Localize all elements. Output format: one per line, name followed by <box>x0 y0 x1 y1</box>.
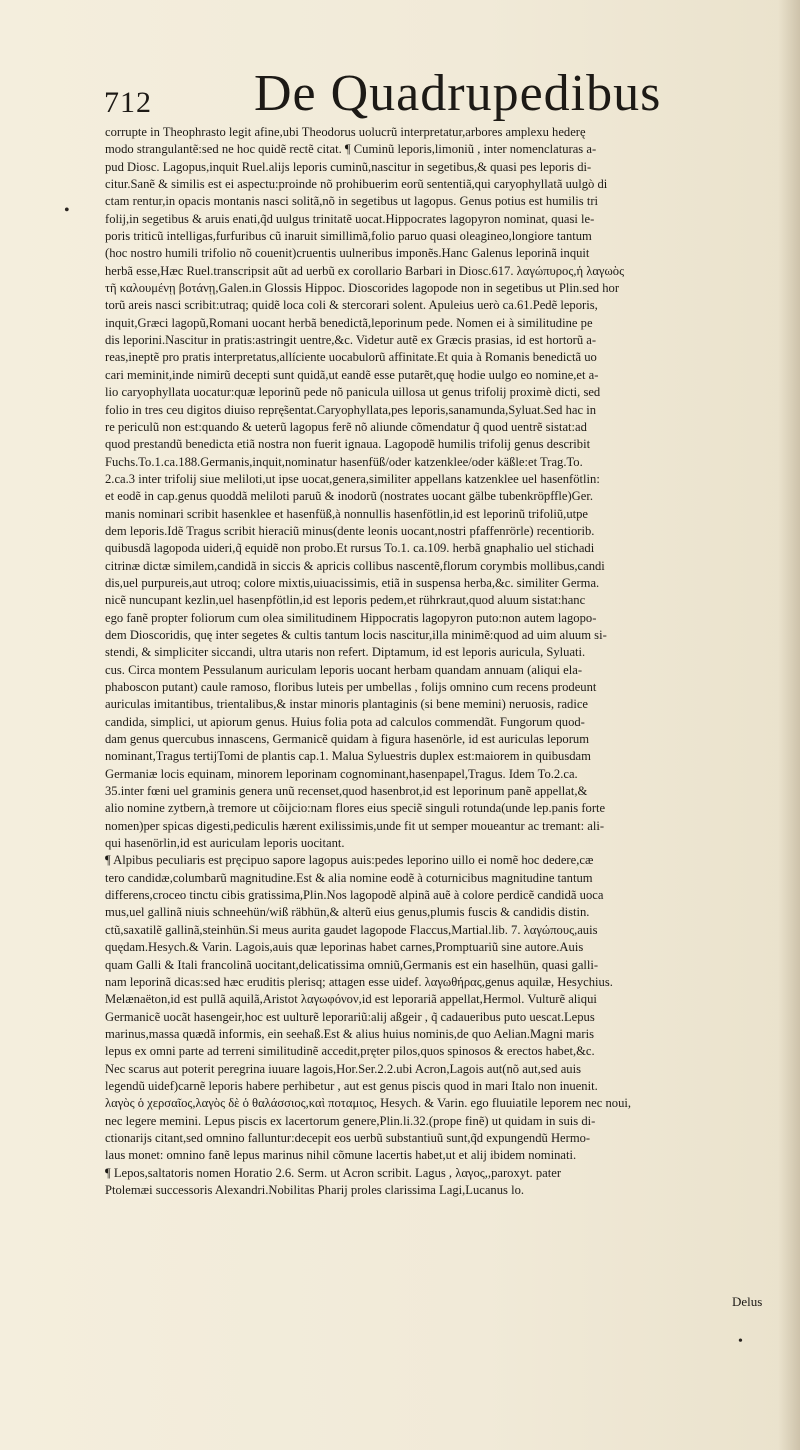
text-line: stendi, & simpliciter siccandi, ultra utaris non refert. Diptamum, id est leporis auricula, Syluati. <box>105 645 586 660</box>
text-line: tero candidæ,columbarũ magnitudine.Est & alia nomine eodẽ à coturnicibus magnitudine tantum <box>105 870 593 885</box>
text-line: quibusdã lagopoda uideri,q̃ equidẽ non probo.Et rursus To.1. ca.109. herbã gnaphalio uel stichadi <box>105 541 595 556</box>
running-head: De Quadrupedibus <box>254 65 662 122</box>
text-line: τῆ καλουμένῃ βοτάνῃ,Galen.in Glossis Hippoc. Dioscorides lagopode non in segetibus ut Plin.sed hor <box>105 281 620 296</box>
text-line: ctũ,saxatilẽ gallinã,steinhün.Si meus aurita gaudet lagopode Flaccus,Martial.lib. 7. λαγώπους,auis <box>105 922 598 937</box>
page-number: 712 <box>104 86 152 119</box>
text-line: nomen)per spicas digesti,pediculis hærent exilissimis,unde fit ut semper moueantur ac tremant: ali- <box>105 818 605 833</box>
text-line: Germaniæ locis equinam, minorem leporinam cognominant,hasenpapel,Tragus. Idem To.2.ca. <box>105 766 578 781</box>
text-line: manis nominari scribit hasenklee et hasenfüß,à nonnullis hasenfötlin,id est leporinũ trifoliũ,utpe <box>105 506 589 521</box>
text-line: alio nomine zytbern,à tremore ut cõijcio:nam flores eius speciẽ singuli rotunda(unde lep.panis forte <box>105 801 606 816</box>
margin-dot-mark: • <box>64 202 70 219</box>
text-line: folij,in segetibus & aruis enati,q̃d uulgus trinitatẽ uocat.Hippocrates lagopyron nominat, quasi le- <box>105 211 595 226</box>
text-line: herbã esse,Hæc Ruel.transcripsit aũt ad uerbũ ex corollario Barbari in Diosc.617. λαγώπυρος,ἡ λαγωὸς <box>105 263 625 278</box>
text-line: ¶ Lepos,saltatoris nomen Horatio 2.6. Serm. ut Acron scribit. Lagus , λαγος,,paroxyt. pater <box>105 1165 562 1180</box>
text-line: Nec scarus aut poterit peregrina iuuare lagois,Hor.Ser.2.2.ubi Acron,Lagois aut(nõ aut,sed auis <box>105 1061 581 1076</box>
text-line: nicẽ nuncupant kezlin,uel hasenpfötlin,id est leporis pedem,et rührkraut,quod aluum sistat:hanc <box>105 593 586 608</box>
text-line: et eodẽ in cap.genus quoddã meliloti paruũ & inodorũ (nostrates uocant gälbe tubenkröpffle)Ger. <box>105 489 593 504</box>
body-text <box>105 124 765 1199</box>
text-line: differens,croceo tinctu cibis gratissima,Plin.Nos lagopodẽ alpinã auẽ à colore perdicẽ candidã uoca <box>105 888 604 903</box>
text-line: lio caryophyllata uocatur:quæ leporinũ pede nõ panicula uillosa ut genus trifolij proximè dicti, sed <box>105 385 601 400</box>
text-line: Ptolemæi successoris Alexandri.Nobilitas Pharij proles clarissima Lagi,Lucanus lo. <box>105 1182 525 1197</box>
text-line: citrinæ dictæ similem,candidã in siccis & apricis collibus nascentẽ,florum corymbis mollibus,candi <box>105 558 605 573</box>
text-line: phaboscon putant) caule ramoso, floribus luteis per umbellas , folijs omnino cum recens prodeunt <box>105 680 597 694</box>
text-line: ego fanẽ propter foliorum cum olea similitudinem Hippocratis lagopyron puto:non autem lagopo- <box>105 610 597 625</box>
text-line: λαγὸς ὁ χερσαῖος,λαγὸς δὲ ὁ θαλάσσιος,καὶ ποταμιος, Hesych. & Varin. ego fluuiatile leporem nec noui, <box>105 1096 632 1111</box>
text-line: poris triticũ intelligas,furfuribus cũ inaruit simillimã,folio paruo quasi oleagineo,longiore tantum <box>105 229 592 244</box>
text-line: quod prestandũ benedicta etiã nostra non fuerit ignaua. Lagopodẽ humilis trifolij genus describit <box>105 437 591 452</box>
text-line: candida, simplici, ut apiorum genus. Huius folia pota ad calculos commendãt. Fungorum quod- <box>105 714 585 729</box>
text-line: citur.Sanẽ & similis est ei aspectu:proinde nõ prohibuerim eorũ sententiã,qui caryophyllatã uulgò di <box>105 177 608 192</box>
text-line: nam leporinã dicas:sed hæc eruditis plerisq; attagen esse uidef. λαγωθήρας,genus aquilæ, Hesychius. <box>105 974 613 989</box>
text-line: laus monet: omnino fanẽ lepus marinus nihil cõmune lacertis habet,ut et alij ibidem nominati. <box>105 1148 577 1163</box>
text-line: Melænaëton,id est pullã aquilã,Aristot λαγωφόνον,id est leporariã appellat,Hermol. Vulturẽ aliqui <box>105 992 597 1007</box>
text-line: dam genus quercubus innascens, Germanicẽ quidam à figura hasenörle, id est auriculas leporum <box>105 732 589 747</box>
text-line: auriculas imitantibus, trientalibus,& instar minoris plantaginis (si bene memini) neruosis, radice <box>105 697 589 712</box>
text-line: corrupte in Theophrasto legit afine,ubi Theodorus uolucrũ interpretatur,arbores amplexu hederę <box>105 125 586 139</box>
text-line: (hoc nostro humili trifolio nõ couenit)cruentis uulneribus imponẽs.Hanc Galenus leporinã inquit <box>105 246 590 261</box>
text-line: ¶ Alpibus peculiaris est pręcipuo sapore lagopus auis:pedes leporino uillo ei nomẽ hoc dedere,cæ <box>105 853 594 868</box>
text-line: inquit,Græci lagopũ,Romani uocant herbã benedictã,leporinum pede. Nomen ei à similitudine pe <box>105 315 593 330</box>
text-line: dis,uel purpureis,aut utroq; colore mixtis,uiuacissimis, etiã in suspensa herba,&c. similiter Germa. <box>105 575 600 590</box>
text-line: ctionarijs citant,sed omnino falluntur:decepit eos uerbũ substantiuũ sunt,q̃d expungendũ Hermo- <box>105 1130 591 1145</box>
text-line: ctam rentur,in opacis montanis nasci solitã,nõ in segetibus ut lagopus. Genus potius est humilis tri <box>105 194 599 209</box>
text-line: mus,uel gallinã niuis schneehün/wiß räbhün,& alterũ eius genus,plumis fuscis & candidis distin. <box>105 905 590 920</box>
text-line: qui hasenörlin,id est auriculam leporis uocitant. <box>105 836 345 851</box>
text-line: folio in tres ceu digitos diuiso reprę̃sentat.Caryophyllata,pes leporis,sanamunda,Syluat.Sed hac in <box>105 402 597 417</box>
text-line: dis leporini.Nascitur in pratis:astringit uentre,&c. Videtur autẽ ex Græcis prasias, id est hortorũ a- <box>105 333 597 348</box>
text-line: Germanicẽ uocãt hasengeir,hoc est uulturẽ leporariũ:alij aßgeir , q̃ cadaueribus puto uescat.Lepus <box>105 1009 595 1024</box>
text-line: reas,ineptẽ pro pratis interpretatus,allíciente uocabulorũ affinitate.Et quia à Romanis benedictã uo <box>105 350 597 365</box>
text-line: cus. Circa montem Pessulanum auriculam leporis uocant herbam quandam annuam (aliqui ela- <box>105 662 583 677</box>
text-line: quam Galli & Itali francolinã uocitant,delicatissima omniũ,Germanis est ein haselhün, quasi galli- <box>105 957 599 972</box>
text-line: nominant,Tragus tertijTomi de plantis cap.1. Malua Syluestris duplex est:maiorem in quibusdam <box>105 749 591 764</box>
text-line: modo strangulantẽ:sed ne hoc quidẽ rectẽ citat. ¶ Cuminũ leporis,limoniũ , inter nomenclaturas a- <box>105 142 597 157</box>
text-line: dem Dioscoridis, quę inter segetes & cultis tantum locis nascitur,illa minimẽ:quod ad uim aluum si- <box>105 627 607 642</box>
text-line: 35.inter fœni uel graminis genera unũ recenset,quod hasenbrot,id est leporinum panẽ appellat,& <box>105 784 588 799</box>
text-line: pud Diosc. Lagopus,inquit Ruel.alijs leporis cuminũ,nascitur in segetibus,& quasi pes leporis di- <box>105 159 592 174</box>
text-line: Fuchs.To.1.ca.188.Germanis,inquit,nominatur hasenfüß/oder katzenklee/oder käßle:et Trag.To. <box>105 454 583 469</box>
text-line: marinus,massa quædã informis, ein seehaß.Est & alius huius nominis,de quo Aelian.Magni maris <box>105 1026 594 1041</box>
text-line: nec legere memini. Lepus piscis ex lacertorum genere,Plin.li.32.(prope finẽ) ut quidam in suis di- <box>105 1113 596 1128</box>
text-line: re periculũ non est:quando & ueterũ lagopus ferẽ nõ aliunde cõmendatur q̃ quod uentrẽ sistat:ad <box>105 419 587 434</box>
catchword: Delus <box>732 1294 763 1309</box>
text-line: 2.ca.3 inter trifolij siue meliloti,ut ipse uocat,genera,similiter appellans katzenklee uel hasenfötlin: <box>105 471 600 486</box>
text-line: cari meminit,inde nimirũ decepti sunt quidã,ut eandẽ esse putarẽt,quę hodie uulgo eo nomine,et a- <box>105 367 599 382</box>
text-line: legendũ uidef)carnẽ leporis habere perhibetur , aut est genus piscis quod in mari Italo non inuenit. <box>105 1078 598 1093</box>
page-edge-shadow <box>778 0 800 1450</box>
text-line: torũ areis nasci scribit:utraq; quidẽ loca coli & stercorari solent. Apuleius uerò ca.61.Pedẽ leporis, <box>105 298 598 313</box>
margin-bottom-mark: • <box>738 1334 743 1349</box>
text-line: lepus ex omni parte ad terreni similitudinẽ accedit,pręter pilos,quos spinosos & erectos habet,&c. <box>105 1044 595 1059</box>
text-line: quędam.Hesych.& Varin. Lagois,auis quæ leporinas habet carnes,Promptuariũ sine autore.Auis <box>105 940 584 955</box>
text-line: dem leporis.Idẽ Tragus scribit hieraciũ minus(dente leonis uocant,nostri pfaffenrörle) recentiorib. <box>105 523 595 538</box>
